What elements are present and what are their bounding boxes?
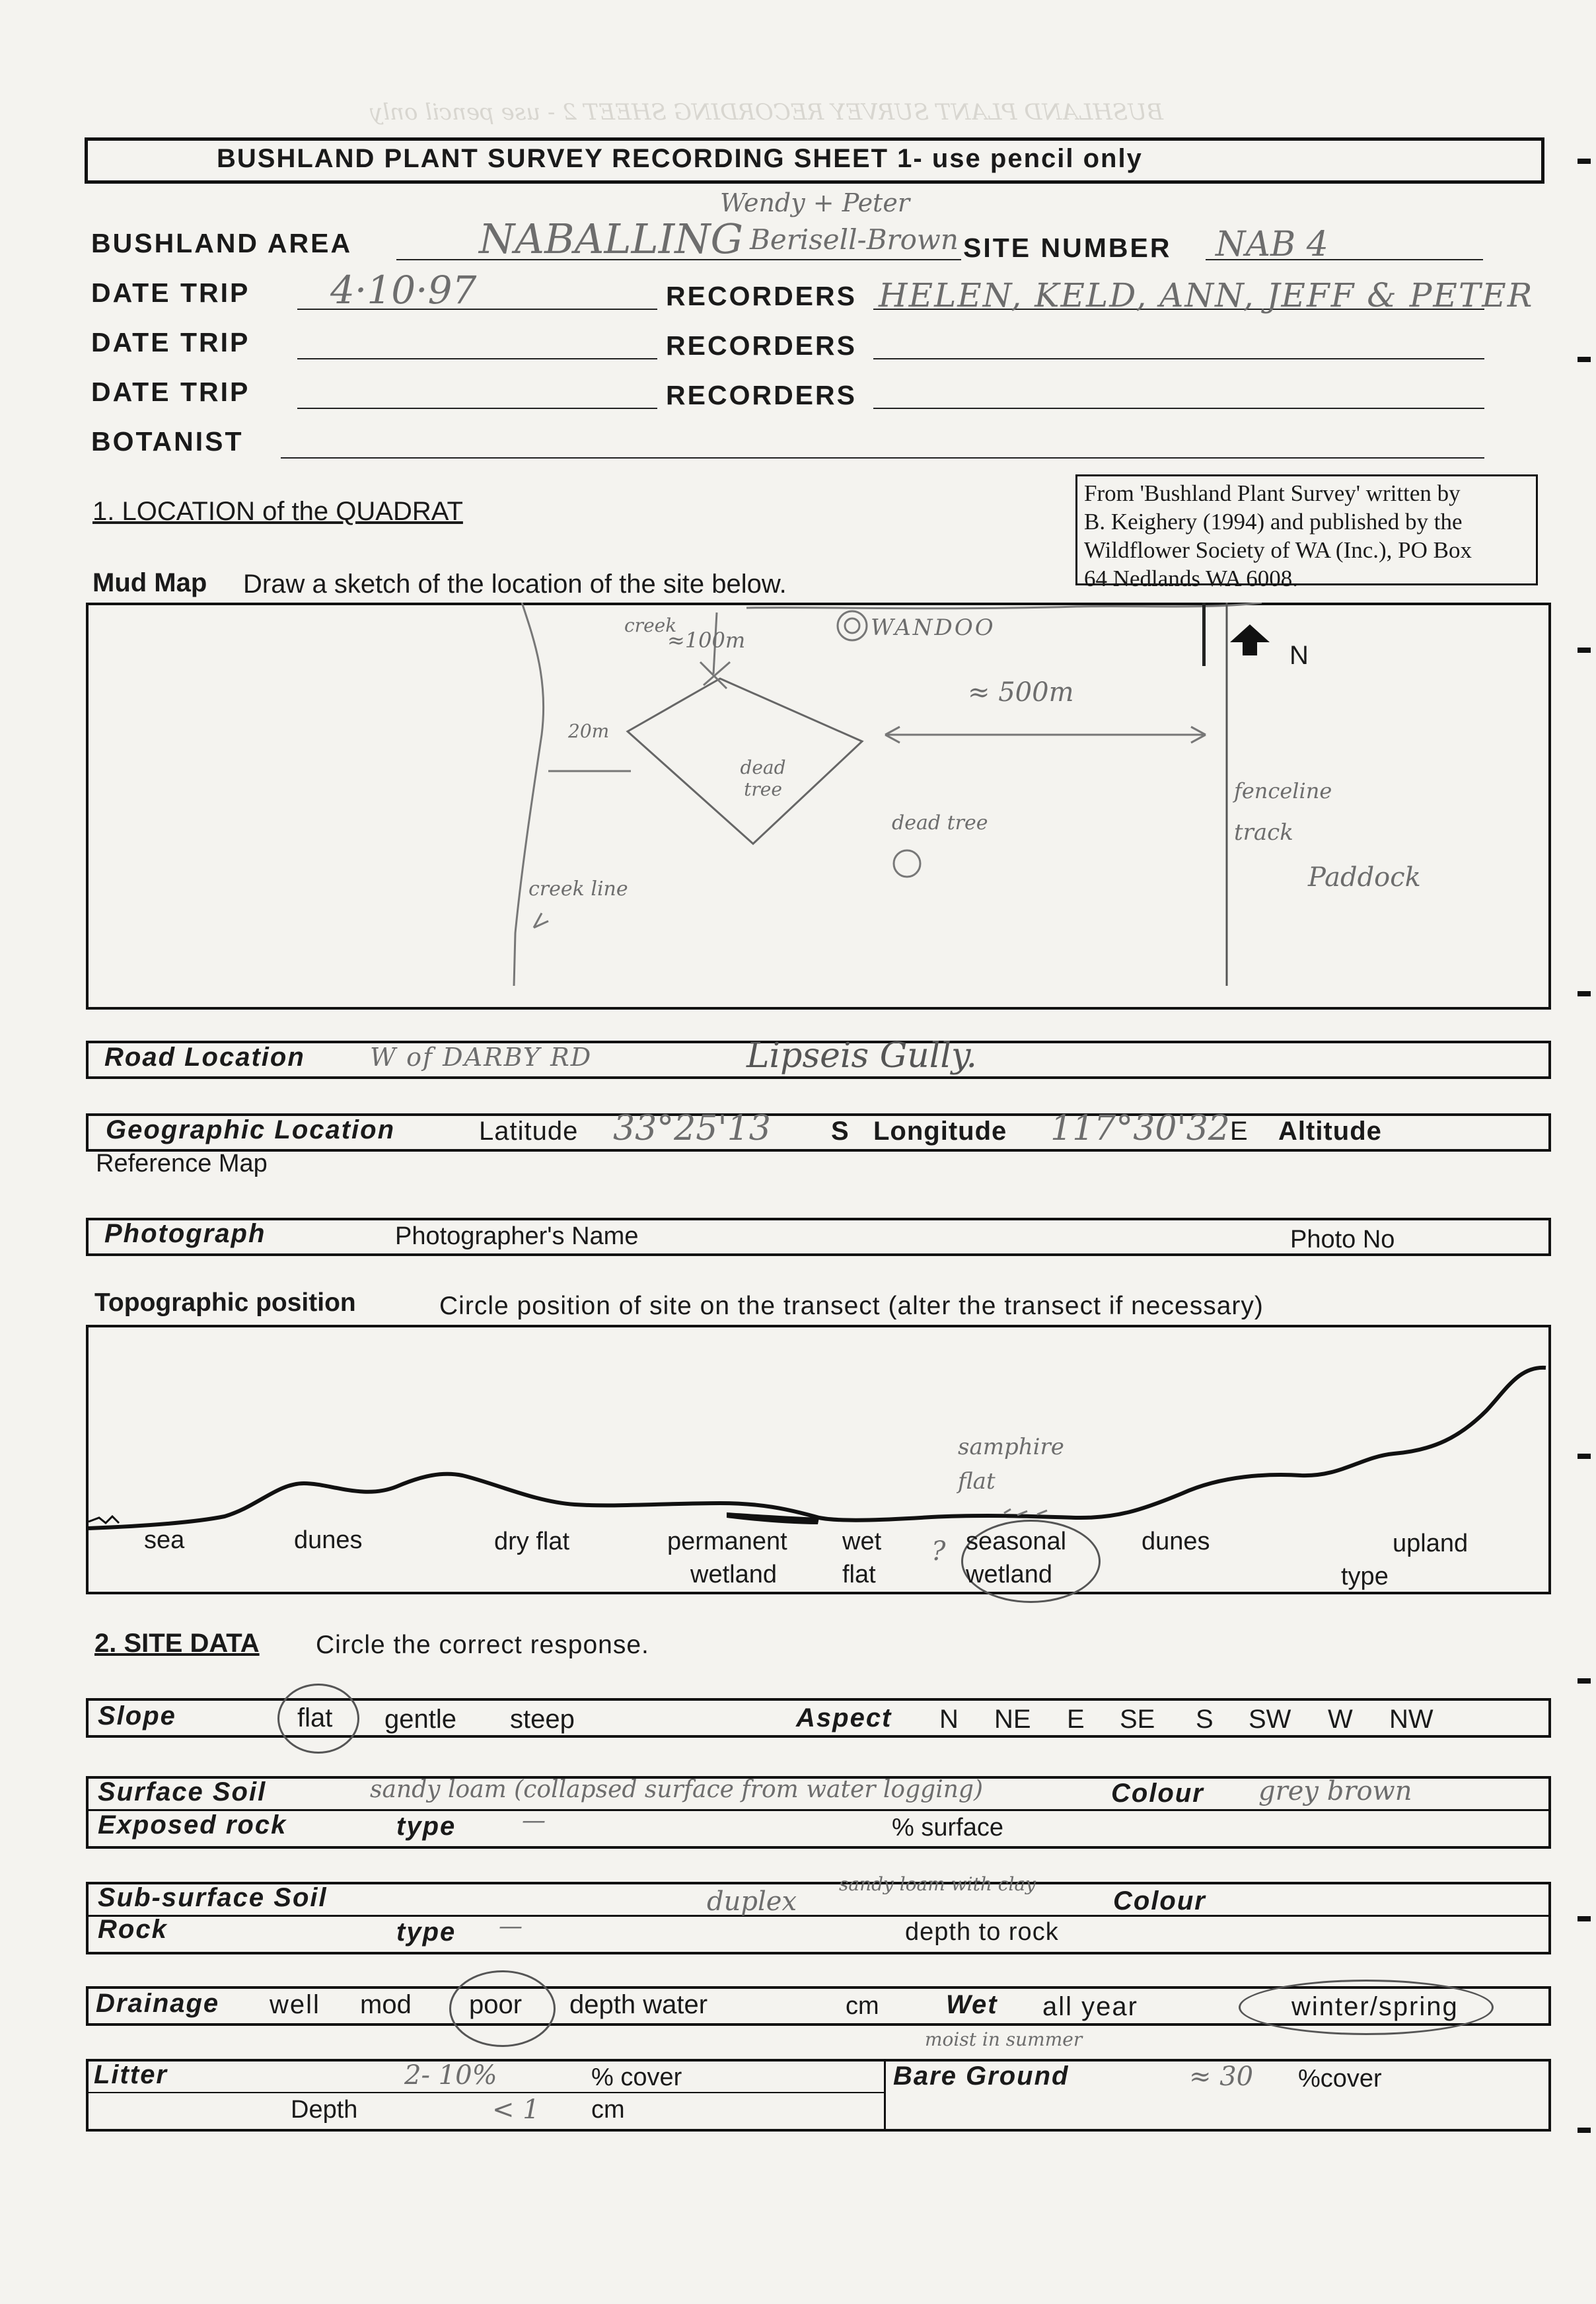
bare-ground-label: Bare Ground bbox=[893, 2062, 1070, 2091]
date-value-1: 4·10·97 bbox=[330, 268, 477, 313]
photographer-name-label: Photographer's Name bbox=[395, 1222, 639, 1250]
binding-mark bbox=[1578, 648, 1591, 653]
binding-mark bbox=[1578, 2128, 1591, 2133]
binding-mark bbox=[1578, 991, 1591, 996]
note-creekline: creek line bbox=[528, 877, 628, 901]
section1-title: 1. LOCATION of the QUADRAT bbox=[92, 497, 463, 526]
litter-divider-h bbox=[86, 2092, 885, 2093]
binding-mark bbox=[1578, 1678, 1591, 1684]
aspect-se[interactable]: SE bbox=[1120, 1705, 1155, 1734]
drainage-label: Drainage bbox=[96, 1989, 220, 2018]
site-number-value: NAB 4 bbox=[1215, 225, 1328, 264]
drainage-poor[interactable]: poor bbox=[469, 1990, 523, 2019]
reference-map-label: Reference Map bbox=[96, 1150, 268, 1177]
topo-permanent-wetland: wetland bbox=[690, 1561, 777, 1588]
note-deadtree-2: dead tree bbox=[892, 811, 988, 835]
lon-dir: E bbox=[1230, 1117, 1248, 1146]
botanist-line bbox=[281, 457, 1484, 459]
slope-gentle[interactable]: gentle bbox=[384, 1705, 456, 1734]
aspect-s[interactable]: S bbox=[1196, 1705, 1214, 1734]
exposed-rock-label: Exposed rock bbox=[98, 1810, 287, 1839]
surface-soil-label: Surface Soil bbox=[98, 1777, 267, 1806]
topo-permanent: permanent bbox=[667, 1528, 787, 1555]
alt-label: Altitude bbox=[1278, 1117, 1382, 1146]
topo-note-flat: flat bbox=[958, 1468, 996, 1495]
lat-dir: S bbox=[831, 1117, 849, 1146]
topo-instruction: Circle position of site on the transect (alter the transect if necessary) bbox=[439, 1292, 1264, 1320]
rock-type-label: type bbox=[396, 1917, 456, 1947]
exposed-rock-type-value: — bbox=[522, 1807, 546, 1834]
surface-percent-label: % surface bbox=[892, 1814, 1003, 1841]
depth-water-label: depth water bbox=[569, 1990, 708, 2019]
mudmap-instruction: Draw a sketch of the location of the site below. bbox=[243, 570, 787, 599]
section2-title: 2. SITE DATA bbox=[94, 1629, 260, 1658]
date-trip-label-1: DATE TRIP bbox=[91, 278, 250, 308]
aspect-label: Aspect bbox=[796, 1703, 892, 1732]
litter-label: Litter bbox=[94, 2060, 168, 2089]
surface-soil-value: sandy loam (collapsed surface from water logging) bbox=[370, 1776, 983, 1803]
litter-value: 2- 10% bbox=[404, 2060, 497, 2091]
north-indicator: N bbox=[1289, 641, 1309, 670]
site-number-label: SITE NUMBER bbox=[963, 233, 1172, 263]
aspect-w[interactable]: W bbox=[1328, 1705, 1353, 1734]
drainage-mod[interactable]: mod bbox=[360, 1990, 412, 2019]
recorders-label-1: RECORDERS bbox=[666, 281, 857, 311]
photo-label: Photograph bbox=[104, 1219, 266, 1248]
lon-value: 117°30'32 bbox=[1050, 1109, 1230, 1148]
note-dist100: ≈100m bbox=[667, 628, 746, 653]
wet-all-year[interactable]: all year bbox=[1042, 1992, 1138, 2021]
litter-cover-label: % cover bbox=[591, 2063, 682, 2091]
botanist-label: BOTANIST bbox=[91, 426, 244, 457]
subsurface-soil-value: duplex bbox=[707, 1886, 797, 1917]
date-trip-label-2: DATE TRIP bbox=[91, 327, 250, 357]
recorders-value-1: HELEN, KELD, ANN, JEFF & PETER bbox=[879, 276, 1534, 315]
topo-wet: wet bbox=[842, 1528, 882, 1555]
lat-label: Latitude bbox=[479, 1117, 579, 1146]
topo-sea: sea bbox=[144, 1526, 185, 1554]
topo-upland-type: type bbox=[1341, 1563, 1389, 1590]
date-trip-label-3: DATE TRIP bbox=[91, 377, 250, 407]
date-line-3 bbox=[297, 408, 657, 409]
area-value: NABALLING bbox=[479, 215, 743, 263]
litter-depth-label: Depth bbox=[291, 2096, 358, 2124]
litter-depth-unit: cm bbox=[591, 2096, 625, 2124]
note-deadtree: dead tree bbox=[740, 757, 786, 800]
area-note: Berisell-Brown bbox=[750, 223, 959, 256]
road-value-1: W of DARBY RD bbox=[370, 1043, 593, 1072]
subsurface-divider bbox=[86, 1915, 1551, 1917]
depth-water-unit: cm bbox=[846, 1992, 879, 2020]
topo-upland: upland bbox=[1393, 1530, 1469, 1557]
note-dist20: 20m bbox=[568, 720, 610, 742]
topo-question-mark: ? bbox=[931, 1536, 946, 1567]
area-label: BUSHLAND AREA bbox=[91, 228, 353, 258]
binding-mark bbox=[1578, 1916, 1591, 1921]
citation-line-1: From 'Bushland Plant Survey' written by bbox=[1084, 480, 1461, 506]
topo-wet-flat: flat bbox=[842, 1561, 876, 1588]
aspect-n[interactable]: N bbox=[939, 1705, 959, 1734]
photo-no-label: Photo No bbox=[1290, 1226, 1395, 1253]
citation-box bbox=[1075, 474, 1538, 591]
binding-mark bbox=[1578, 357, 1591, 362]
mudmap-label: Mud Map bbox=[92, 568, 207, 597]
recorders-label-3: RECORDERS bbox=[666, 380, 857, 410]
note-wandoo: WANDOO bbox=[871, 614, 996, 641]
wet-winter-spring[interactable]: winter/spring bbox=[1291, 1992, 1459, 2021]
lat-value: 33°25'13 bbox=[613, 1109, 771, 1148]
note-fenceline: fenceline bbox=[1234, 778, 1332, 803]
slope-flat[interactable]: flat bbox=[297, 1703, 333, 1732]
note-creek: creek bbox=[624, 614, 677, 636]
date-line-2 bbox=[297, 358, 657, 359]
topo-dunes-1: dunes bbox=[294, 1526, 363, 1554]
depth-to-rock-label: depth to rock bbox=[905, 1918, 1059, 1946]
slope-steep[interactable]: steep bbox=[510, 1705, 575, 1734]
road-label: Road Location bbox=[104, 1043, 305, 1072]
topo-dry-flat: dry flat bbox=[494, 1528, 570, 1555]
subsurface-soil-note: sandy loam with clay bbox=[839, 1873, 1036, 1895]
mudmap-sketch bbox=[86, 603, 1551, 1010]
lon-label: Longitude bbox=[873, 1117, 1007, 1146]
rock-type-value: — bbox=[499, 1913, 523, 1940]
wet-label: Wet bbox=[946, 1990, 998, 2019]
recorders-line-2 bbox=[873, 358, 1484, 359]
surface-divider bbox=[86, 1809, 1551, 1811]
aspect-ne[interactable]: NE bbox=[994, 1705, 1031, 1734]
binding-mark bbox=[1578, 159, 1591, 164]
aspect-nw[interactable]: NW bbox=[1389, 1705, 1433, 1734]
drainage-note: moist in summer bbox=[925, 2028, 1083, 2050]
recorders-label-2: RECORDERS bbox=[666, 330, 857, 361]
note-paddock: Paddock bbox=[1308, 862, 1421, 893]
litter-depth-value: < 1 bbox=[492, 2095, 540, 2125]
binding-mark bbox=[1578, 1454, 1591, 1459]
topo-dunes-2: dunes bbox=[1142, 1528, 1210, 1555]
litter-divider-v bbox=[884, 2059, 886, 2129]
page-title: BUSHLAND PLANT SURVEY RECORDING SHEET 1- use pencil only bbox=[217, 144, 1143, 173]
citation-line-4: 64 Nedlands WA 6008. bbox=[1084, 566, 1299, 591]
topo-note-samphire: samphire bbox=[958, 1434, 1064, 1460]
surface-colour-label: Colour bbox=[1111, 1779, 1204, 1808]
exposed-rock-type-label: type bbox=[396, 1812, 456, 1841]
drainage-well[interactable]: well bbox=[270, 1990, 320, 2019]
section2-instruction: Circle the correct response. bbox=[316, 1631, 649, 1659]
geo-label: Geographic Location bbox=[106, 1115, 396, 1144]
subsurface-colour-label: Colour bbox=[1113, 1886, 1206, 1915]
topo-seasonal: seasonal bbox=[966, 1528, 1067, 1555]
area-note-top: Wendy + Peter bbox=[720, 188, 910, 217]
bare-ground-value: ≈ 30 bbox=[1189, 2062, 1254, 2092]
subsurface-soil-label: Sub-surface Soil bbox=[98, 1883, 328, 1912]
note-track: track bbox=[1234, 819, 1293, 846]
bleed-through-text: BUSHLAND PLANT SURVEY RECORDING SHEET 2 - use pencil only bbox=[370, 99, 1163, 126]
aspect-e[interactable]: E bbox=[1067, 1705, 1085, 1734]
slope-label: Slope bbox=[98, 1701, 176, 1730]
citation-line-3: Wildflower Society of WA (Inc.), PO Box bbox=[1084, 537, 1472, 563]
note-dist500: ≈ 500m bbox=[968, 677, 1074, 708]
road-value-2: Lipseis Gully. bbox=[746, 1036, 978, 1076]
surface-colour-value: grey brown bbox=[1258, 1776, 1412, 1806]
topo-seasonal-wetland: wetland bbox=[966, 1561, 1052, 1588]
bare-ground-cover: %cover bbox=[1298, 2065, 1382, 2093]
recorders-line-3 bbox=[873, 408, 1484, 409]
aspect-sw[interactable]: SW bbox=[1249, 1705, 1291, 1734]
topo-label: Topographic position bbox=[94, 1288, 356, 1317]
rock-label: Rock bbox=[98, 1915, 168, 1944]
citation-line-2: B. Keighery (1994) and published by the bbox=[1084, 509, 1463, 535]
